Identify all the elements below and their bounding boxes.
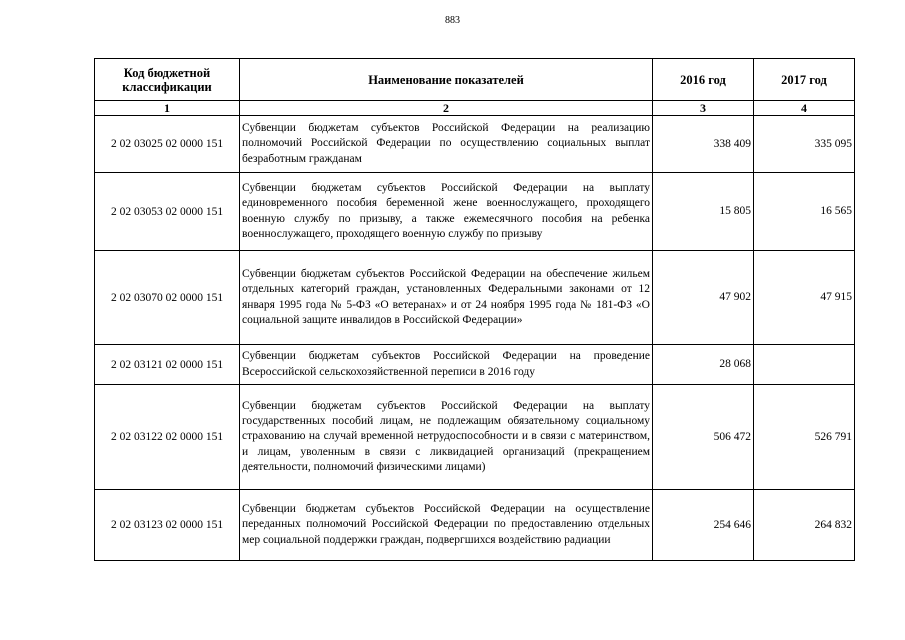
value-2016: 338 409 [653,116,754,173]
value-2017: 526 791 [754,385,855,490]
column-number: 4 [754,101,855,116]
table-row [95,345,855,385]
value-2017: 47 915 [754,251,855,345]
budget-code: 2 02 03053 02 0000 151 [95,173,240,251]
column-number-row [95,101,855,116]
column-number: 2 [240,101,653,116]
header-name: Наименование показателей [240,59,653,101]
column-number: 1 [95,101,240,116]
table-row [95,116,855,173]
indicator-name: Субвенции бюджетам субъектов Российской Федерации на проведение Всероссийской сельскохозяйственной переписи в 2016 году [240,345,653,385]
indicator-name: Субвенции бюджетам субъектов Российской Федерации на выплату единовременного пособия беременной жене военнослужащего, проходящего военную службу по призыву, а также ежемесячного пособия на ребенка военнослужащего, проходящего военную службу по призыву [240,173,653,251]
table-row [95,251,855,345]
budget-code: 2 02 03070 02 0000 151 [95,251,240,345]
value-2017: 16 565 [754,173,855,251]
header-2016: 2016 год [653,59,754,101]
value-2016: 47 902 [653,251,754,345]
value-2016: 506 472 [653,385,754,490]
value-2016: 254 646 [653,490,754,561]
budget-code: 2 02 03025 02 0000 151 [95,116,240,173]
header-code: Код бюджетной классификации [95,59,240,101]
header-2017: 2017 год [754,59,855,101]
column-number: 3 [653,101,754,116]
indicator-name: Субвенции бюджетам субъектов Российской Федерации на реализацию полномочий Российской Федерации по осуществлению социальных выплат безработным гражданам [240,116,653,173]
value-2016: 15 805 [653,173,754,251]
budget-code: 2 02 03122 02 0000 151 [95,385,240,490]
budget-table [94,58,855,561]
table-row [95,490,855,561]
value-2017 [754,345,855,385]
header-row [95,59,855,101]
table-row [95,385,855,490]
indicator-name: Субвенции бюджетам субъектов Российской Федерации на выплату государственных пособий лицам, не подлежащим обязательному социальному страхованию на случай временной нетрудоспособности и в связи с материнством, и лицам, уволенным в связи с ликвидацией организаций (прекращением деятельности, полномочий физическими лицами) [240,385,653,490]
value-2017: 335 095 [754,116,855,173]
table-row [95,173,855,251]
budget-code: 2 02 03121 02 0000 151 [95,345,240,385]
budget-code: 2 02 03123 02 0000 151 [95,490,240,561]
value-2017: 264 832 [754,490,855,561]
indicator-name: Субвенции бюджетам субъектов Российской Федерации на осуществление переданных полномочий Российской Федерации по предоставлению отдельных мер социальной поддержки граждан, подвергшихся воздействию радиации [240,490,653,561]
page-number: 883 [445,15,460,26]
indicator-name: Субвенции бюджетам субъектов Российской Федерации на обеспечение жильем отдельных категорий граждан, установленных Федеральными законами от 12 января 1995 года № 5-ФЗ «О ветеранах» и от 24 ноября 1995 года № 181-ФЗ «О социальной защите инвалидов в Российской Федерации» [240,251,653,345]
value-2016: 28 068 [653,345,754,385]
